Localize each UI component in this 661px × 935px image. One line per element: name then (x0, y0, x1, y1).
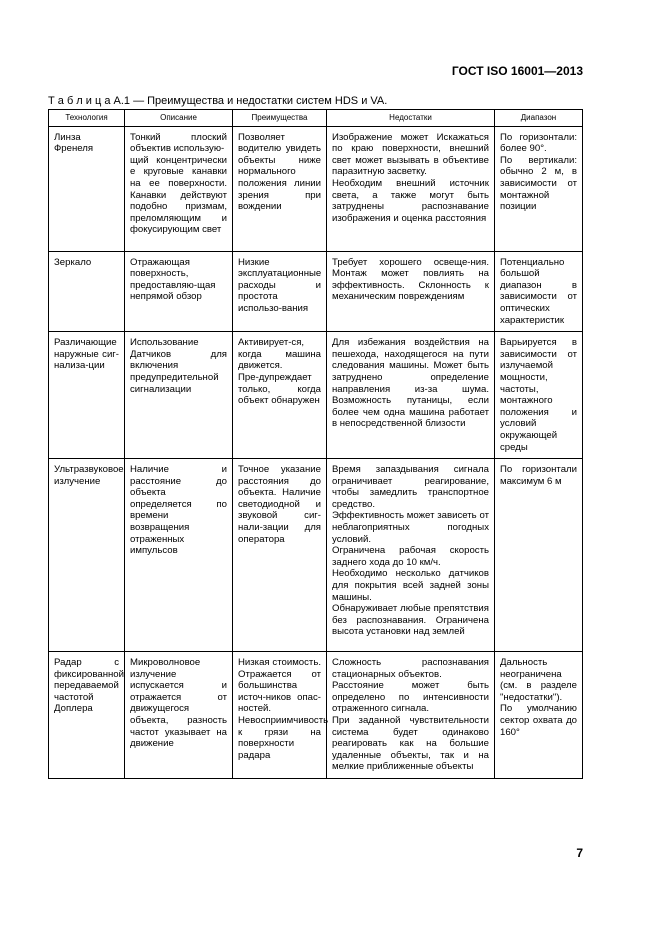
cell-paragraph: Тонкий плоский объектив использую- (130, 131, 227, 155)
cell-paragraph: Микроволновое излучение испускается и отражается от движущегося объекта, разность частот указывает на движение (130, 657, 227, 750)
cell-paragraph: Обнаруживает любые препятствия без распознавания. Ограничена высота установки над землей (332, 603, 489, 638)
technology-cell (49, 126, 125, 251)
cell-paragraph: По горизонтали максимум 6 м (500, 464, 577, 487)
range-cell (495, 652, 583, 779)
cell-paragraph: Радар с фиксированной передаваемой частотой Доплера (54, 657, 124, 715)
cell-paragraph: Необходим внешний источник света, а также могут быть затруднены распознавание изображения и оценка расстояния (332, 177, 489, 224)
description-cell (125, 652, 233, 779)
cell-paragraph: Варьируется в зависимости от излучаемой мощности, частоты, монтажного положения и условий окружающей среды (500, 337, 577, 453)
table-row (49, 652, 583, 779)
table-header-row (49, 110, 583, 127)
technology-cell (49, 459, 125, 652)
advantages-cell (233, 126, 327, 251)
column-header-range: Диапазон (495, 110, 583, 127)
table-row (49, 459, 583, 652)
column-header-advantages: Преимущества (233, 110, 327, 127)
technology-cell (49, 332, 125, 459)
disadvantages-cell (327, 459, 495, 652)
cell-paragraph: Наличие и расстояние до объекта определяется по времени возвращения отраженных импульсов (130, 464, 227, 557)
description-cell (125, 459, 233, 652)
advantages-cell (233, 652, 327, 779)
cell-paragraph: Ограничена рабочая скорость заднего хода до 10 км/ч. (332, 545, 489, 568)
cell-paragraph: Сложность распознавания стационарных объектов. (332, 657, 489, 680)
disadvantages-cell (327, 251, 495, 332)
cell-paragraph: Позволяет водителю увидеть объекты ниже нормального положения линии зрения при вождении (238, 131, 321, 213)
cell-paragraph: По вертикали: обычно 2 м, в зависимости от монтажной позиции (500, 154, 577, 213)
cell-paragraph: щий концентрически е круговые канавки на ее поверхности. Канавки действуют подобно призмам, преломляющим и фокусирующим свет (130, 154, 227, 236)
range-cell (495, 332, 583, 459)
cell-paragraph: Необходимо несколько датчиков для покрытия всей задней зоны машины. (332, 568, 489, 603)
table-body (49, 126, 583, 778)
comparison-table (48, 109, 583, 779)
advantages-cell (233, 332, 327, 459)
cell-paragraph: Зеркало (54, 256, 92, 268)
cell-paragraph: Эффективность может зависеть от неблагоприятных погодных условий. (332, 510, 489, 545)
range-cell (495, 251, 583, 332)
cell-paragraph: Точное указание расстояния до объекта. Наличие светодиодной и звуковой сиг-нали-зации для оператора (238, 464, 321, 545)
range-cell (495, 126, 583, 251)
cell-paragraph: Для избежания воздействия на пешехода, находящегося на пути следования машины. Может быть затруднено определение направления из-за шума. Возможность путаницы, если более чем одна машина работает в непосредственной близости (332, 337, 489, 430)
disadvantages-cell (327, 332, 495, 459)
range-cell (495, 459, 583, 652)
table-caption: Т а б л и ц а А.1 — Преимущества и недостатки систем HDS и VA. (48, 95, 388, 107)
advantages-cell (233, 251, 327, 332)
technology-cell (49, 251, 125, 332)
cell-paragraph: Использование Датчиков для включения предупредительной сигнализации (130, 337, 227, 395)
cell-paragraph: Пре-дупреждает только, когда объект обнаружен (238, 371, 321, 407)
document-header: ГОСТ ISO 16001—2013 (451, 64, 583, 78)
cell-paragraph: Активирует-ся, когда машина движется. (238, 337, 321, 372)
cell-paragraph: Различающие наружные сиг-нализа-ции (54, 337, 119, 372)
description-cell (125, 126, 233, 251)
technology-cell (49, 652, 125, 779)
advantages-cell (233, 459, 327, 652)
cell-paragraph: Время запаздывания сигнала ограничивает реагирование, чтобы замедлить транспортное средство. (332, 464, 489, 510)
cell-paragraph: Потенциально большой диапазон в зависимости от оптических характеристик (500, 256, 577, 326)
cell-paragraph: Дальность неограничена (см. в разделе "недостатки"). (500, 657, 577, 703)
cell-paragraph: Отражающая поверхность, предоставляю-щая непрямой обзор (130, 256, 216, 303)
cell-paragraph: Линза Френеля (54, 131, 94, 155)
column-header-disadvantages: Недостатки (327, 110, 495, 127)
cell-paragraph: Ультразвуковое излучение (54, 464, 124, 487)
description-cell (125, 332, 233, 459)
cell-paragraph: По умолчанию сектор охвата до 160° (500, 703, 577, 738)
cell-paragraph: Расстояние может быть определено по интенсивности отраженного сигнала. (332, 680, 489, 715)
table-row (49, 332, 583, 459)
cell-paragraph: Требует хорошего освеще-ния. Монтаж может повлиять на эффективность. Склонность к механическим повреждениям (332, 256, 489, 303)
cell-paragraph: Низкая стоимость. Отражается от большинства источ-ников опас-ностей. Невосприимчивость к грязи на поверхности радара (238, 657, 329, 761)
disadvantages-cell (327, 126, 495, 251)
description-cell (125, 251, 233, 332)
cell-paragraph: Низкие эксплуатационные расходы и простота использо-вания (238, 256, 322, 314)
cell-paragraph: По горизонтали: более 90°. (500, 131, 577, 155)
table-row (49, 251, 583, 332)
cell-paragraph: Изображение может Искажаться по краю поверхности, внешний свет может вызывать в объективе паразитную засветку. (332, 131, 489, 178)
cell-paragraph: При заданной чувствительности система будет одинаково реагировать как на большие удаленные объекты, так и на мелкие приближенные объекты (332, 715, 489, 773)
table-row (49, 126, 583, 251)
column-header-description: Описание (125, 110, 233, 127)
column-header-technology: Технология (49, 110, 125, 127)
disadvantages-cell (327, 652, 495, 779)
page-number: 7 (576, 846, 583, 860)
